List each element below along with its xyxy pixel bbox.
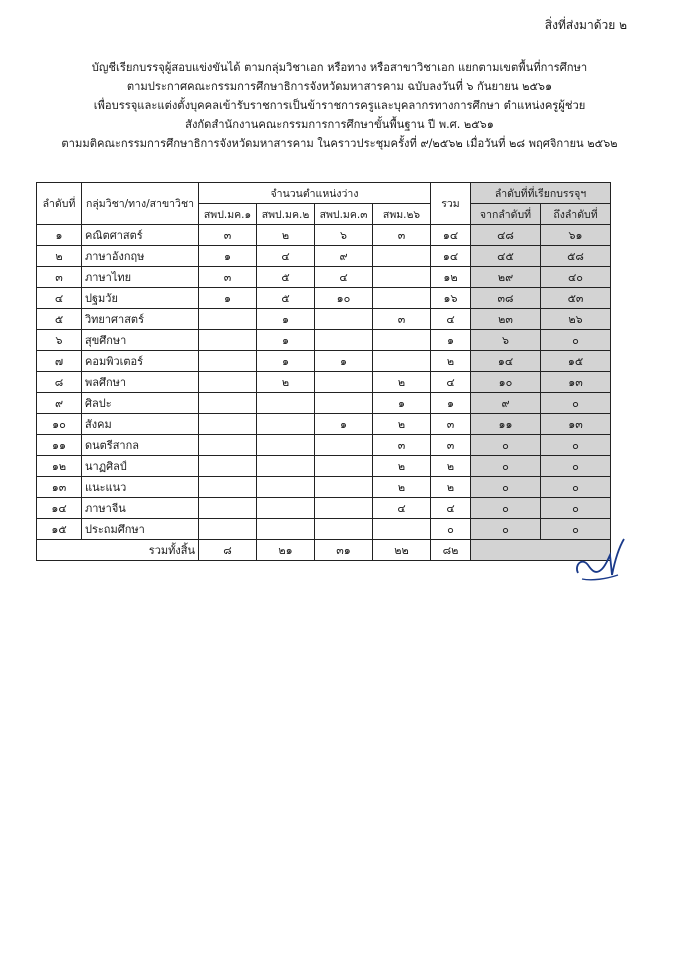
table-row [37,414,611,435]
row-v1: ๑ [199,288,257,309]
row-v4 [373,519,431,540]
row-v2 [257,414,315,435]
row-v2: ๒ [257,225,315,246]
row-from: ๐ [471,519,541,540]
row-v4 [373,288,431,309]
totals-total: ๘๒ [431,540,471,561]
row-from: ๓๘ [471,288,541,309]
table-row [37,351,611,372]
row-no: ๓ [37,267,82,288]
row-total: ๑๖ [431,288,471,309]
row-from: ๒๓ [471,309,541,330]
row-total: ๑๔ [431,225,471,246]
header-total: รวม [431,183,471,225]
appointment-table [36,182,611,561]
row-no: ๘ [37,372,82,393]
row-v4: ๒ [373,456,431,477]
row-v3 [315,477,373,498]
row-to: ๐ [541,456,611,477]
row-no: ๒ [37,246,82,267]
document-header [30,58,649,153]
row-from: ๑๔ [471,351,541,372]
row-v4 [373,330,431,351]
row-v1 [199,309,257,330]
row-no: ๑ [37,225,82,246]
row-no: ๑๑ [37,435,82,456]
row-subject: สังคม [82,414,199,435]
table-row [37,330,611,351]
table-row [37,477,611,498]
row-v3 [315,519,373,540]
row-total: ๔ [431,498,471,519]
row-to: ๖๑ [541,225,611,246]
header-line-1: บัญชีเรียกบรรจุผู้สอบแข่งขันได้ ตามกลุ่มวิชาเอก หรือทาง หรือสาขาวิชาเอก แยกตามเขตพื้นที่การศึกษา [91,61,588,74]
row-v3 [315,330,373,351]
row-v3: ๑๐ [315,288,373,309]
row-v1: ๓ [199,267,257,288]
row-total: ๑๒ [431,267,471,288]
row-from: ๒๙ [471,267,541,288]
row-v1 [199,477,257,498]
row-subject: ภาษาอังกฤษ [82,246,199,267]
header-from: จากลำดับที่ [471,204,541,225]
row-v1 [199,393,257,414]
row-subject: วิทยาศาสตร์ [82,309,199,330]
header-to: ถึงลำดับที่ [541,204,611,225]
table-row [37,288,611,309]
row-v3 [315,372,373,393]
row-v3 [315,456,373,477]
row-v4: ๒ [373,372,431,393]
row-to: ๑๓ [541,414,611,435]
header-area-1: สพป.มค.๑ [199,204,257,225]
row-no: ๕ [37,309,82,330]
row-from: ๙ [471,393,541,414]
row-subject: แนะแนว [82,477,199,498]
row-no: ๔ [37,288,82,309]
row-v3 [315,309,373,330]
table-row [37,309,611,330]
row-v2 [257,519,315,540]
row-to: ๔๐ [541,267,611,288]
row-v1 [199,498,257,519]
row-v4: ๓ [373,309,431,330]
row-v1 [199,456,257,477]
row-subject: ศิลปะ [82,393,199,414]
totals-v2: ๒๑ [257,540,315,561]
row-v2: ๒ [257,372,315,393]
row-to: ๕๘ [541,246,611,267]
row-subject: ภาษาไทย [82,267,199,288]
table-row [37,519,611,540]
row-v1: ๓ [199,225,257,246]
row-total: ๑๔ [431,246,471,267]
row-v1 [199,435,257,456]
row-to: ๒๖ [541,309,611,330]
row-v3: ๖ [315,225,373,246]
row-no: ๑๒ [37,456,82,477]
row-subject: พลศึกษา [82,372,199,393]
header-area-4: สพม.๒๖ [373,204,431,225]
row-v4: ๔ [373,498,431,519]
row-from: ๖ [471,330,541,351]
row-from: ๑๐ [471,372,541,393]
row-v1 [199,351,257,372]
row-subject: ภาษาจีน [82,498,199,519]
row-v4: ๒ [373,414,431,435]
header-line-4: สังกัดสำนักงานคณะกรรมการการศึกษาขั้นพื้นฐาน ปี พ.ศ. ๒๕๖๑ [185,118,494,131]
table-row [37,372,611,393]
row-total: ๓ [431,435,471,456]
table-row [37,393,611,414]
row-no: ๑๔ [37,498,82,519]
row-subject: คอมพิวเตอร์ [82,351,199,372]
header-area-3: สพป.มค.๓ [315,204,373,225]
row-no: ๖ [37,330,82,351]
row-total: ๐ [431,519,471,540]
row-no: ๑๐ [37,414,82,435]
table-row [37,267,611,288]
row-v2 [257,456,315,477]
row-no: ๑๕ [37,519,82,540]
row-v2: ๕ [257,288,315,309]
row-to: ๐ [541,477,611,498]
row-v2 [257,435,315,456]
row-v2: ๑ [257,309,315,330]
header-order: ลำดับที่ [37,183,82,225]
row-total: ๓ [431,414,471,435]
row-no: ๑๓ [37,477,82,498]
row-v4 [373,267,431,288]
row-from: ๐ [471,477,541,498]
header-vacancies: จำนวนตำแหน่งว่าง [199,183,431,204]
row-subject: คณิตศาสตร์ [82,225,199,246]
row-v2: ๑ [257,351,315,372]
table-row [37,225,611,246]
row-v1 [199,519,257,540]
header-line-3: เพื่อบรรจุและแต่งตั้งบุคคลเข้ารับราชการเป็นข้าราชการครูและบุคลากรทางการศึกษา ตำแหน่งครูผู้ช่วย [93,99,586,112]
row-total: ๔ [431,372,471,393]
row-v4: ๑ [373,393,431,414]
totals-v1: ๘ [199,540,257,561]
row-to: ๑๓ [541,372,611,393]
row-to: ๐ [541,393,611,414]
row-from: ๐ [471,435,541,456]
signature-mark [572,535,632,585]
row-to: ๐ [541,435,611,456]
row-v3: ๙ [315,246,373,267]
row-v2: ๑ [257,330,315,351]
row-to: ๐ [541,330,611,351]
header-call-order: ลำดับที่ที่เรียกบรรจุฯ [471,183,611,204]
header-line-2: ตามประกาศคณะกรรมการศึกษาธิการจังหวัดมหาสารคาม ฉบับลงวันที่ ๖ กันยายน ๒๕๖๑ [126,80,553,93]
row-v2 [257,477,315,498]
row-from: ๔๘ [471,225,541,246]
row-v3 [315,498,373,519]
row-from: ๔๕ [471,246,541,267]
header-line-5: ตามมติคณะกรรมการศึกษาธิการจังหวัดมหาสารคาม ในคราวประชุมครั้งที่ ๙/๒๕๖๒ เมื่อวันที่ ๒๘ พฤศจิกายน ๒๕๖๒ [61,137,618,150]
attachment-note: สิ่งที่ส่งมาด้วย ๒ [544,18,627,32]
row-v2: ๕ [257,267,315,288]
row-v3: ๑ [315,351,373,372]
table-body [37,225,611,561]
row-subject: ปฐมวัย [82,288,199,309]
row-v4 [373,246,431,267]
header-subject: กลุ่มวิชา/ทาง/สาขาวิชา [82,183,199,225]
row-subject: ประถมศึกษา [82,519,199,540]
table-row [37,246,611,267]
row-to: ๕๓ [541,288,611,309]
row-v3 [315,393,373,414]
row-v3: ๑ [315,414,373,435]
row-v4: ๓ [373,225,431,246]
totals-row [37,540,611,561]
row-to: ๑๕ [541,351,611,372]
row-no: ๗ [37,351,82,372]
row-total: ๔ [431,309,471,330]
row-v3 [315,435,373,456]
row-v2 [257,393,315,414]
row-subject: สุขศึกษา [82,330,199,351]
row-v1 [199,372,257,393]
row-total: ๒ [431,456,471,477]
row-v3: ๔ [315,267,373,288]
row-subject: นาฏศิลป์ [82,456,199,477]
row-v2: ๔ [257,246,315,267]
table-row [37,435,611,456]
row-from: ๑๑ [471,414,541,435]
row-from: ๐ [471,498,541,519]
row-v4: ๓ [373,435,431,456]
table-row [37,498,611,519]
table-row [37,456,611,477]
row-v1: ๑ [199,246,257,267]
totals-label: รวมทั้งสิ้น [37,540,199,561]
row-v2 [257,498,315,519]
row-subject: ดนตรีสากล [82,435,199,456]
row-total: ๑ [431,393,471,414]
row-to: ๐ [541,498,611,519]
row-total: ๑ [431,330,471,351]
row-total: ๒ [431,351,471,372]
row-v1 [199,330,257,351]
row-from: ๐ [471,456,541,477]
row-total: ๒ [431,477,471,498]
header-area-2: สพป.มค.๒ [257,204,315,225]
row-to: ๐ [541,519,611,540]
row-no: ๙ [37,393,82,414]
totals-v3: ๓๑ [315,540,373,561]
row-v4 [373,351,431,372]
row-v1 [199,414,257,435]
row-v4: ๒ [373,477,431,498]
totals-v4: ๒๒ [373,540,431,561]
